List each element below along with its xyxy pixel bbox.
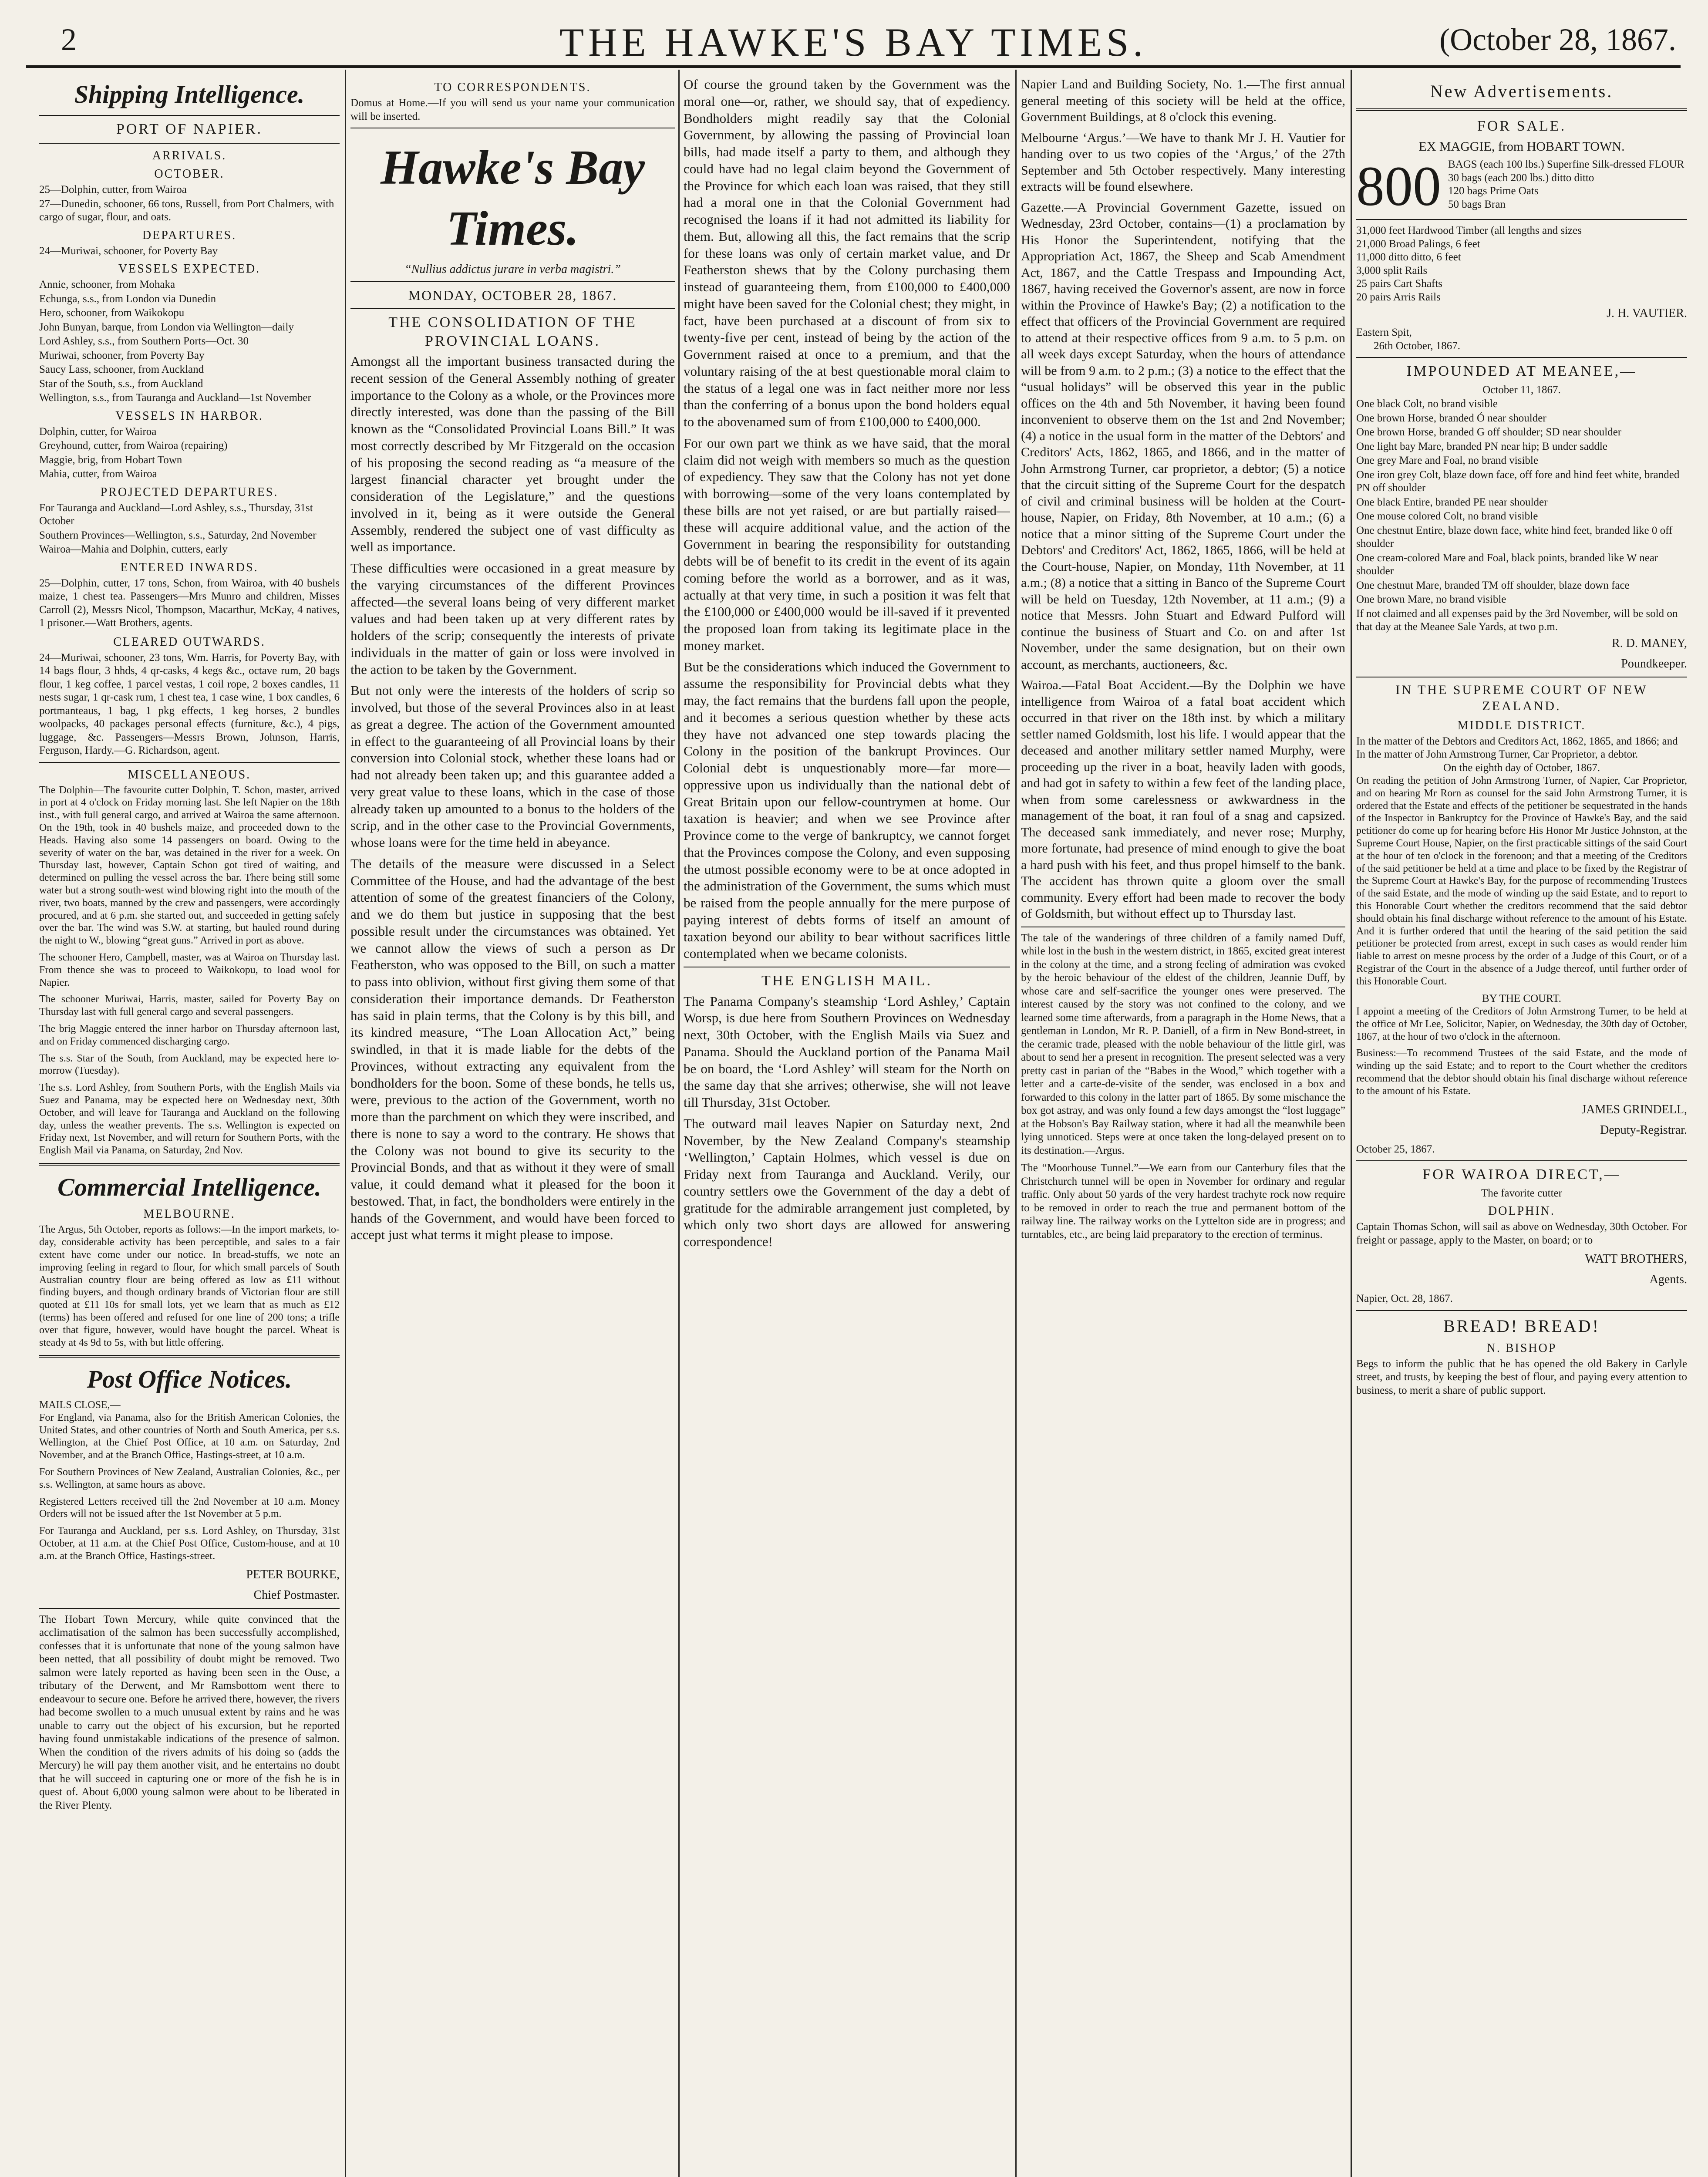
local-paragraph: Melbourne ‘Argus.’—We have to thank Mr J. H. Vautier for handing over to us two copies of the ‘Argus,’ of the 27th September and 5th October respectively. Many interesting extracts will be found elsewhere. [1021, 130, 1345, 194]
impounded-item: One chestnut Mare, branded TM off shoulder, blaze down face [1356, 579, 1630, 591]
expected-item: John Bunyan, barque, from London via Wellington—daily [39, 321, 294, 333]
divider [39, 1163, 340, 1166]
sale-signer: J. H. VAUTIER. [1607, 307, 1687, 320]
court-heading: IN THE SUPREME COURT OF NEW ZEALAND. [1395, 682, 1648, 713]
impounded-item: One brown Horse, branded G off shoulder; SD near shoulder [1356, 426, 1622, 438]
wairoa-ship: DOLPHIN. [1488, 1204, 1555, 1218]
impounded-item: One iron grey Colt, blaze down face, off fore and hind feet white, branded PN off shoulder [1356, 468, 1680, 494]
cleared-heading: CLEARED OUTWARDS. [113, 635, 266, 649]
expected-item: Annie, schooner, from Mohaka [39, 279, 175, 291]
post-item: For England, via Panama, also for the British American Colonies, the United States, and other countries of North and South America, per s.s. Wellington, at the Chief Post Office, at 10 a.m. on Saturday, 2nd November, and at the Branch Office, Hastings-street, at 10 a.m. [39, 1412, 340, 1461]
cleared-text: 24—Muriwai, schooner, 23 tons, Wm. Harris, for Poverty Bay, with 14 bags flour, 3 hhds, 4 qr-casks, 4 kegs &c., octave rum, 20 bags flour, 1 keg coffee, 1 parcel vestas, 1 coil rope, 2 boxes candles, 11 nests sugar, 1 qr-cask rum, 1 chest tea, 1 case wine, 1 box candles, 6 portmanteaus, 1 bag, 1 pkg effects, 1 keg horses, 2 bundles woolpacks, 40 packages personal effects (furniture, &c.), 4 pigs, luggage, &c. Passengers—Messrs Brown, Johnson, Harris, Ferguson, Hardy.—G. Richardson, agent. [39, 651, 340, 757]
poundkeeper-title: Poundkeeper. [1621, 657, 1687, 671]
projected-item: For Tauranga and Auckland—Lord Ashley, s.s., Thursday, 31st October [39, 502, 313, 527]
sale-date: 26th October, 1867. [1374, 340, 1460, 352]
misc-heading: MISCELLANEOUS. [128, 768, 251, 782]
impounded-heading: IMPOUNDED AT MEANEE,— [1406, 363, 1637, 379]
divider [39, 1355, 340, 1358]
post-item: For Southern Provinces of New Zealand, Australian Colonies, &c., per s.s. Wellington, at same hours as above. [39, 1466, 340, 1490]
divider [1356, 219, 1687, 220]
meeting-notice: I appoint a meeting of the Creditors of John Armstrong Turner, to be held at the office of Mr Lee, Solicitor, Napier, on Wednesday, the 30th day of October, 1867, at the hour of two o'clock in the afternoon. [1356, 1006, 1687, 1042]
column-local-news [1021, 76, 1345, 2177]
sale-line: BAGS (each 100 lbs.) Superfine Silk-dressed FLOUR [1448, 158, 1684, 170]
paper-nameplate: Hawke's Bay Times. [381, 141, 645, 256]
leader-paragraph: But be the considerations which induced the Government to assume the responsibility for Provincial debts what they may, the fact remains that the burdens fall upon the people, and it becomes a serious question whether by these acts they have not advanced one step towards placing the Colony in the position of the bankrupt Provinces. Our Colonial debt is unquestionably more—far more—oppressive upon us individually than the national debt of Great Britain upon our fellow-countrymen at home. Our taxation is heavier; and when we see Province after Province come to the verge of bankruptcy, we cannot forget that the Provinces compose the Colony, and even supposing the utmost possible economy were to be at once adopted in the administration of the Government, the sums which must be raised from the people annually for the mere purpose of paying interest of debts forms of itself an amount of taxation beyond our ability to bear without sacrifices little contemplated when we became colonists. [684, 659, 1010, 961]
shipping-heading: Shipping Intelligence. [74, 80, 305, 108]
column-shipping [39, 76, 340, 2177]
misc-paragraph: The s.s. Star of the South, from Auckland, may be expected here to-morrow (Tuesday). [39, 1052, 340, 1077]
leader-title: THE CONSOLIDATION OF THE PROVINCIAL LOANS. [388, 314, 637, 349]
leader-paragraph: These difficulties were occasioned in a great measure by the varying circumstances of the different Provinces affected—the several loans being of very different market values and had been taken up at very different rates by holders of the scrip; consequently the interests of private individuals in the matter of gain or loss were involved in the action to be taken by the Government. [350, 560, 675, 677]
impounded-item: One chestnut Entire, blaze down face, white hind feet, branded like 0 off shoulder [1356, 524, 1673, 549]
commercial-text: The Argus, 5th October, reports as follows:—In the import markets, to-day, considerable activity has been perceptible, and sales to a fair extent have come under our notice. In bread-stuffs, we note an improving feeling in regard to flour, for which small parcels of South Australian country flour are being offered as low as £11 without finding buyers, and though ordinary brands of Victorian flour are still quoted at £11 10s for small lots, yet we learn that as much as £12 (terms) has been offered and refused for one line of 200 tons; a trifle over that figure, however, would have bought the parcel. Wheat is steady at 4s 9d to 5s, with but little offering. [39, 1224, 340, 1348]
projected-heading: PROJECTED DEPARTURES. [100, 485, 279, 499]
departures-list [39, 245, 340, 258]
harbor-list [39, 425, 340, 481]
column-rule [345, 70, 346, 2177]
salmon-paragraph: The Hobart Town Mercury, while quite convinced that the acclimatisation of the salmon has been successfully accomplished, confesses that it is unfortunate that none of the young salmon have been netted, that all possibility of doubt might be removed. Two salmon were lately reported as having been seen in the Ouse, a tributary of the Derwent, and Mr Ramsbottom went there to endeavour to secure one. Before he arrived there, however, the rivers had become swollen to a much unusual extent by rains and he was unable to carry out the object of his excursion, but he reported having found unmistakable indications of the presence of salmon. When the condition of the rivers admits of his doing so (adds the Mercury) he will pay them another visit, and he entertains no doubt that he will succeed in capturing one or more of the fish he is in quest of. About 6,000 young salmon were about to be liberated in the River Plenty. [39, 1613, 340, 1811]
arrival-item: 27—Dunedin, schooner, 66 tons, Russell, from Port Chalmers, with cargo of sugar, flour, and oats. [39, 198, 334, 223]
expected-item: Wellington, s.s., from Tauranga and Auckland—1st November [39, 392, 311, 404]
meeting-business: Business:—To recommend Trustees of the said Estate, and the mode of winding up the said Estate; and to report to the Court whether the creditors recommend that the debtor should obtain his final discharge without reference to the amount of his Estate. [1356, 1048, 1687, 1097]
english-mail-heading: THE ENGLISH MAIL. [761, 973, 932, 989]
wairoa-agent-title: Agents. [1649, 1273, 1687, 1287]
divider [39, 762, 340, 763]
correspondents-text: Domus at Home.—If you will send us your name your communication will be inserted. [350, 97, 675, 122]
timber-line: 20 pairs Arris Rails [1356, 291, 1441, 303]
impounded-list [1356, 398, 1687, 634]
sale-line: 120 bags Prime Oats [1448, 185, 1539, 197]
divider [1356, 357, 1687, 358]
leader-paragraph: Of course the ground taken by the Government was the moral one—or, rather, we should say, that of expediency. Bondholders might readily say that the Colonial Government, by allowing the passing of Provincial loan bills, had made itself a party to them, and although they could have had no legal claim beyond the Government of the Province for which each loan was raised, that they still had a moral one in that the Colonial Government had recognised the loans if it had not admitted its liability for them. But, allowing all this, the fact remains that the scrip for these loans was only of certain market value, and Dr Featherston shews that by the Colony purchasing them instead of guaranteeing them, from £100,000 to £400,000 might have been saved for the Colonial chest; they might, in fact, have been purchased at a discount of from six to twenty-five per cent, instead of being by the action of the Government raised at once to a premium, and that the voluntary raising of the at best questionable moral claim to the status of a legal one was in fact neither more nor less than the conferring of a bonus upon the bond holders equal to the abovenamed sum of from £100,000 to £400,000. [684, 77, 1010, 429]
column-rule [1015, 70, 1017, 2177]
expected-heading: VESSELS EXPECTED. [118, 262, 261, 276]
misc-paragraph: The schooner Muriwai, Harris, master, sailed for Poverty Bay on Thursday last with full general cargo and several passengers. [39, 994, 340, 1018]
expected-item: Lord Ashley, s.s., from Southern Ports—Oct. 30 [39, 335, 249, 347]
impounded-item: One cream-colored Mare and Foal, black points, branded like W near shoulder [1356, 552, 1658, 577]
misc-paragraph: The Dolphin—The favourite cutter Dolphin, T. Schon, master, arrived in port at 4 o'clock on Friday morning last. She left Napier on the 18th inst., with full general cargo, and arrived at Wairoa the same afternoon. On the 19th, took in 40 bushels maize, and proceeded down to the Heads. Having also some 14 passengers on board. Owing to the severity of water on the bar, was detained in the river for a week. On Thursday last, however, Captain Schon got tired of waiting, and determined on pulling the vessel across the bar. There being still some water but a strong south-west wind blowing right into the mouth of the river, two boats, manned by the crew and passengers, were accordingly procured, and at 6 p.m. she started out, and succeeded in getting safely over the bar. The wind was S.W. at starting, but hauled round during the night to W., blowing “great guns.” Arrived in port as above. [39, 784, 340, 947]
projected-item: Wairoa—Mahia and Dolphin, cutters, early [39, 543, 228, 556]
local-paragraph: Wairoa.—Fatal Boat Accident.—By the Dolphin we have intelligence from Wairoa of a fatal boat accident which occurred in that river on the 18th inst. by which a military settler named Goldsmith, lost his life. I would appear that the deceased and another military settler named Murphy, were proceeding up the river in a boat, heavily laden with goods, and had got in safety to within a few feet of the landing place, when from some carelessness or awkwardness in the management of the boat, it ran foul of a snag and capsized. The deceased sank immediately, and never rose; Murphy, more fortunate, had presence of mind enough to give the boat a hard push with his feet, and thus propel himself to the bank. The accident has thrown quite a gloom over the small community. Every effort had been made to recover the body of Goldsmith, but without effect up to Thursday last. [1021, 678, 1345, 921]
impounded-date: October 11, 1867. [1482, 384, 1561, 396]
registrar-name: JAMES GRINDELL, [1581, 1102, 1687, 1116]
by-the-court: BY THE COURT. [1482, 992, 1562, 1004]
mails-close: MAILS CLOSE,— [39, 1399, 121, 1411]
expected-item: Echunga, s.s., from London via Dunedin [39, 293, 216, 305]
leader-paragraph: Amongst all the important business transacted during the recent session of the General Assembly nothing of greater importance to the Colony as a whole, or the Provinces more directly interested, was done than the passing of the Bill known as the “Consolidated Provincial Loans Bill.” It was most correctly described by Mr Fitzgerald on the occasion of his proposing the second reading as “a measure of the largest financial character yet brought under the consideration of the Legislature,” and the questions involved in it, being as it were outside the General Assembly, rendered the subject one of vast difficulty as well as importance. [350, 354, 675, 555]
projected-list [39, 502, 340, 556]
harbor-item: Dolphin, cutter, for Wairoa [39, 425, 157, 438]
page-number: 2 [61, 22, 77, 57]
local-paragraph: Napier Land and Building Society, No. 1.—The first annual general meeting of this society will be held at the office, Government Buildings, at 8 o'clock this evening. [1021, 77, 1345, 124]
divider [1356, 1310, 1687, 1311]
local-paragraph: The “Moorhouse Tunnel.”—We earn from our Canterbury files that the Christchurch tunnel will be open in November for ordinary and regular traffic. Only about 50 yards of the very hardest trachyte rock now require to be removed in order to reach the true and permanent bottom of the railway line. The railway works on the Lyttelton side are in progress; and turntables, etc., are being laid preparatory to the erection of terminus. [1021, 1162, 1345, 1240]
sale-place: Eastern Spit, [1356, 327, 1412, 338]
impounded-item: One grey Mare and Foal, no brand visible [1356, 455, 1538, 466]
newspaper-title: THE HAWKE'S BAY TIMES. [559, 20, 1148, 64]
commercial-place: MELBOURNE. [143, 1207, 236, 1221]
court-matter: In the matter of John Armstrong Turner, Car Proprietor, a debtor. [1356, 748, 1638, 760]
entered-text: 25—Dolphin, cutter, 17 tons, Schon, from Wairoa, with 40 bushels maize, 1 chest tea. Passengers—Mrs Munro and children, Misses Carroll (2), Messrs Nicol, Thompson, Macarthur, McKay, 4 natives, 1 prisoner.—Watt Brothers, agents. [39, 577, 340, 629]
port-heading: PORT OF NAPIER. [116, 121, 263, 137]
harbor-item: Mahia, cutter, from Wairoa [39, 468, 157, 480]
impounded-item: If not claimed and all expenses paid by the 3rd November, will be sold on that day at the Meanee Sale Yards, at two p.m. [1356, 607, 1678, 633]
english-mail-paragraph: The Panama Company's steamship ‘Lord Ashley,’ Captain Worsp, is due here from Southern Provinces on Wednesday next, 30th October, with the English Mails via Suez and Panama. Should the Auckland portion of the Panama Mail be on board, the ‘Lord Ashley’ will steam for the North on the same day that she arrives; otherwise, she will not leave till Thursday, 31st October. [684, 993, 1010, 1110]
wairoa-agent: WATT BROTHERS, [1585, 1252, 1687, 1266]
expected-item: Muriwai, schooner, from Poverty Bay [39, 349, 205, 361]
timber-line: 3,000 split Rails [1356, 264, 1428, 276]
registrar-date: October 25, 1867. [1356, 1143, 1435, 1155]
sale-block [1356, 158, 1687, 215]
poundkeeper-name: R. D. MANEY, [1612, 636, 1687, 650]
court-district: MIDDLE DISTRICT. [1457, 718, 1586, 732]
divider [1356, 1160, 1687, 1161]
divider [350, 308, 675, 309]
arrival-item: 25—Dolphin, cutter, from Wairoa [39, 184, 187, 196]
departure-item: 24—Muriwai, schooner, for Poverty Bay [39, 245, 218, 257]
departures-heading: DEPARTURES. [142, 228, 237, 242]
column-leader-continued [684, 76, 1010, 2177]
expected-list [39, 278, 340, 405]
sale-quantity: 800 [1356, 158, 1441, 215]
column-rule [1351, 70, 1352, 2177]
column-rule [678, 70, 680, 2177]
sale-line: 50 bags Bran [1448, 198, 1506, 210]
bread-name: N. BISHOP [1486, 1341, 1557, 1355]
impounded-item: One brown Horse, branded Ó near shoulder [1356, 412, 1546, 424]
wairoa-date: Napier, Oct. 28, 1867. [1356, 1293, 1453, 1305]
english-mail-paragraph: The outward mail leaves Napier on Saturday next, 2nd November, by the New Zealand Company's steamship ‘Wellington,’ Captain Holmes, which vessel is due on Friday next from Tauranga and Auckland. Verily, our country settlers owe the Government of the day a debt of gratitude for the admirable arrangement just completed, by which only two short days are allowed for answering correspondence! [684, 1115, 1010, 1249]
harbor-item: Greyhound, cutter, from Wairoa (repairing) [39, 440, 228, 452]
timber-line: 11,000 ditto ditto, 6 feet [1356, 251, 1461, 263]
impounded-item: One mouse colored Colt, no brand visible [1356, 510, 1538, 522]
correspondents-heading: TO CORRESPONDENTS. [434, 81, 591, 94]
wairoa-sub: The favorite cutter [1481, 1187, 1562, 1199]
expected-item: Hero, schooner, from Waikokopu [39, 307, 185, 319]
commercial-heading: Commercial Intelligence. [57, 1173, 321, 1201]
misc-paragraph: The schooner Hero, Campbell, master, was at Wairoa on Thursday last. From thence she was to proceed to Waikokopu, to load wool for Napier. [39, 952, 340, 988]
column-leader [350, 76, 675, 2177]
entered-heading: ENTERED INWARDS. [120, 560, 259, 574]
post-item: Registered Letters received till the 2nd November at 10 a.m. Money Orders will not be issued after the 1st November at 5 p.m. [39, 1496, 340, 1520]
leader-paragraph: But not only were the interests of the holders of scrip so involved, but those of the several Provinces also in at least as great a degree. The action of the Government amounted in effect to the guaranteeing of all Provincial loans by their conversion into Colonial stock, whether these loans had or had not already been taken up; and this guarantee added a very great value to these loans, which in the case of those already taken up amounted to a bonus to the holders of the scrip, and in the other case to the Provincial Governments, whose loans were for the time held in abeyance. [350, 683, 675, 850]
court-matter: In the matter of the Debtors and Creditors Act, 1862, 1865, and 1866; and [1356, 735, 1678, 747]
leader-paragraph: For our own part we think as we have said, that the moral claim did not weigh with members so much as the question of expediency. They saw that the Colony has not yet done with borrowing—some of the very loans contemplated by these bills are not yet raised, or are but partially raised—these will acquire additional value, and the action of the Government in bearing the responsibility for outstanding debts will be of benefit to its credit in the event of its again coming before the world as a borrower, and as it was, actually at that very time, in such a position it was felt that the £100,000 or £400,000 would be ill-saved if it prevented the proposed loan from taking its legitimate place in the money market. [684, 435, 1010, 653]
wairoa-text: Captain Thomas Schon, will sail as above on Wednesday, 30th October. For freight or passage, apply to the Master, on board; or to [1356, 1221, 1687, 1246]
impounded-item: One brown Mare, no brand visible [1356, 593, 1506, 605]
timber-line: 31,000 feet Hardwood Timber (all lengths and sizes [1356, 225, 1582, 236]
postmaster-name: PETER BOURKE, [246, 1567, 340, 1581]
divider [39, 143, 340, 144]
impounded-item: One black Colt, no brand visible [1356, 398, 1498, 410]
impounded-item: One black Entire, branded PE near shoulder [1356, 496, 1548, 508]
arrivals-list [39, 183, 340, 224]
masthead [26, 17, 1681, 68]
expected-item: Saucy Lass, schooner, from Auckland [39, 364, 204, 376]
timber-line: 21,000 Broad Palings, 6 feet [1356, 238, 1480, 250]
postmaster-title: Chief Postmaster. [253, 1588, 340, 1602]
post-heading: Post Office Notices. [87, 1365, 292, 1394]
bread-heading: BREAD! BREAD! [1443, 1316, 1600, 1336]
bread-text: Begs to inform the public that he has opened the old Bakery in Carlyle street, and trusts, by keeping the best of flour, and paying every attention to business, to merit a share of public support. [1356, 1358, 1687, 1396]
sale-ship: EX MAGGIE, from HOBART TOWN. [1418, 139, 1625, 154]
impounded-item: One light bay Mare, branded PN near hip; B under saddle [1356, 440, 1607, 452]
column-advertisements [1356, 76, 1687, 2177]
sale-line: 30 bags (each 200 lbs.) ditto ditto [1448, 172, 1594, 184]
local-paragraph: The tale of the wanderings of three children of a family named Duff, while lost in the bush in the western district, in 1865, excited great interest in the colony at the time, and a strong feeling of admiration was evoked by the heroic behaviour of the eldest of the children, Jeannie Duff, by whose care and self-sacrifice the younger ones were preserved. The interest caused by the story was not confined to the colony, and we learned some time afterwards, from a paragraph in the Home News, that a gentleman in London, Mr R. P. Daniell, of a firm in New Bond-street, in the ceramic trade, pleased with the noble behaviour of the little girl, was about to send her a present in recognition. The present selected was a very pretty cast in parian of the “Babes in the Wood,” which together with a letter and a carte-de-visite of the sender, was enclosed in a box and forwarded to this colony in the latter part of 1865. By some mischance the box got astray, and was only found a few days amongst the “lost luggage” at the Hobson's Bay Railway station, where it had all the meanwhile been lying unnoticed. Steps were at once taken the long-delayed present on to its destination.—Argus. [1021, 932, 1345, 1156]
expected-item: Star of the South, s.s., from Auckland [39, 377, 203, 390]
timber-line: 25 pairs Cart Shafts [1356, 278, 1442, 290]
leader-date: MONDAY, OCTOBER 28, 1867. [408, 287, 617, 303]
motto: “Nullius addictus jurare in verba magistri.” [404, 263, 621, 276]
for-sale-heading: FOR SALE. [1477, 118, 1567, 134]
divider [350, 281, 675, 282]
divider [39, 115, 340, 116]
arrivals-month: OCTOBER. [154, 167, 225, 181]
issue-date: (October 28, 1867. [1439, 22, 1676, 57]
arrivals-heading: ARRIVALS. [152, 149, 227, 162]
divider [39, 1608, 340, 1609]
court-date: On the eighth day of October, 1867. [1443, 762, 1600, 774]
adverts-heading: New Advertisements. [1430, 81, 1614, 101]
court-text: On reading the petition of John Armstrong Turner, of Napier, Car Proprietor, and on hearing Mr Rorn as counsel for the said John Armstrong Turner, it is ordered that the Estate and effects of the petitioner be sequestrated in the hands of the Inspector in Bankruptcy for the Province of Hawke's Bay, and the said petitioner do come up for hearing before His Honor Mr Justice Johnston, at the Supreme Court House, Napier, on the first practicable sittings of the said Court at the hour of ten o'clock in the forenoon; and that a meeting of the Creditors of the said petitioner be held at a time and place to be fixed by the Registrar of the Supreme Court at Hawke's Bay, for the purpose of recommending Trustees of the said Estate, and the mode of winding up the said Estate, and to report to this Honorable Court whether the creditors recommend that the said debtor should obtain his final discharge without reference to the amount of his Estate. And it is further ordered that until the hearing of the said petition the said petitioner be protected from arrest, except in such cases as would render him liable to arrest on mesne process by the order of a Judge of this Court, or of a Registrar of the Court in the absence of a Judge thereof, until further order of this Honorable Court. [1356, 775, 1687, 987]
local-paragraph: Gazette.—A Provincial Government Gazette, issued on Wednesday, 23rd October, contains—(1) a proclamation by His Honor the Superintendent, notifying that the Appropriation Act, 1867, the Sheep and Scab Amendment Act, 1867, and the Cattle Trespass and Impounding Act, 1867, having received the Governor's assent, are now in force within the Province of Hawke's Bay; (2) a notification to the effect that officers of the Provincial Government are required to attend at their respective offices from 9 a.m. to 5 p.m. on all week days except Saturday, when the hours of attendance will be from 9 a.m. to 2 p.m.; (3) a notice to the effect that the “usual holidays” will be observed this year in the public offices on the 4th and 5th November, it having been found inconvenient to observe them on the 1st and 2nd November; (4) a notice in the usual form in the matter of the Debtors' and Creditors' Acts, 1862, 1865, and 1866, and in the matter of John Armstrong Turner, car proprietor, a debtor; (5) a notice that the circuit sitting of the Supreme Court for the despatch of civil and criminal business will be holden at the Court-house, Napier, on Friday, 8th November, at 10 a.m.; (6) a notice that a minor sitting of the Supreme Court under the Debtors' and Creditors' Act, 1862, 1865, 1866, will be held at the Court-house, Napier, on Monday, 11th November, at 11 a.m.; (8) a notice that a sitting in Banco of the Supreme Court will be held on Tuesday, 12th November, at 11 a.m.; (9) a notice that Messrs. John Stuart and Edward Pulford will continue the business of Stuart and Co. on and after 1st November, under the same designation, but on their own account, as merchants, auctioneers, &c. [1021, 200, 1345, 672]
projected-item: Southern Provinces—Wellington, s.s., Saturday, 2nd November [39, 529, 317, 541]
wairoa-heading: FOR WAIROA DIRECT,— [1422, 1166, 1621, 1183]
divider [1356, 108, 1687, 111]
harbor-item: Maggie, brig, from Hobart Town [39, 454, 182, 466]
misc-paragraph: The s.s. Lord Ashley, from Southern Ports, with the English Mails via Suez and Panama, may be expected here on Wednesday next, 30th October, and will leave for Tauranga and Auckland on the following day, unless the weather prevents. The s.s. Wellington is expected on Friday next, 1st November, and will return for Southern Ports, with the English Mail via Panama, on Saturday, 2nd Nov. [39, 1082, 340, 1156]
misc-paragraph: The brig Maggie entered the inner harbor on Thursday afternoon last, and on Friday commenced discharging cargo. [39, 1023, 340, 1047]
post-item: For Tauranga and Auckland, per s.s. Lord Ashley, on Thursday, 31st October, at 11 a.m. at the Chief Post Office, Custom-house, and at 10 a.m. at the Branch Office, Hastings-street. [39, 1525, 340, 1562]
harbor-heading: VESSELS IN HARBOR. [115, 409, 263, 423]
registrar-title: Deputy-Registrar. [1600, 1123, 1687, 1137]
leader-paragraph: The details of the measure were discussed in a Select Committee of the House, and had the advantage of the best attention of some of the greatest financiers of the Colony, and we do them but justice in supposing that the best possible result under the circumstances was obtained. Yet we cannot allow the views of such a person as Dr Featherston, who was opposed to the Bill, on such a matter to pass into oblivion, without first giving them some of that consideration their importance demands. Dr Featherston has said in plain terms, that the Colony is by this bill, and its kindred measure, “The Loan Allocation Act,” being swindled, in that it is made liable for the debts of the Provinces, without extracting any equivalent from the bondholders for the boon. Some of these bonds, he tells us, were, previous to the action of the Government, worth no more than the parchment on which they were inscribed, and there is none to say a word to the contrary. He shows that the Colony was not bound to give its security to the Provincial Bonds, and that as without it they were of small value, it could demand what it pleased for the boon it bestowed. That, in fact, the bondholders were entirely in the hands of the Government, and would have been forced to accept just what terms it might please to impose. [350, 856, 675, 1243]
